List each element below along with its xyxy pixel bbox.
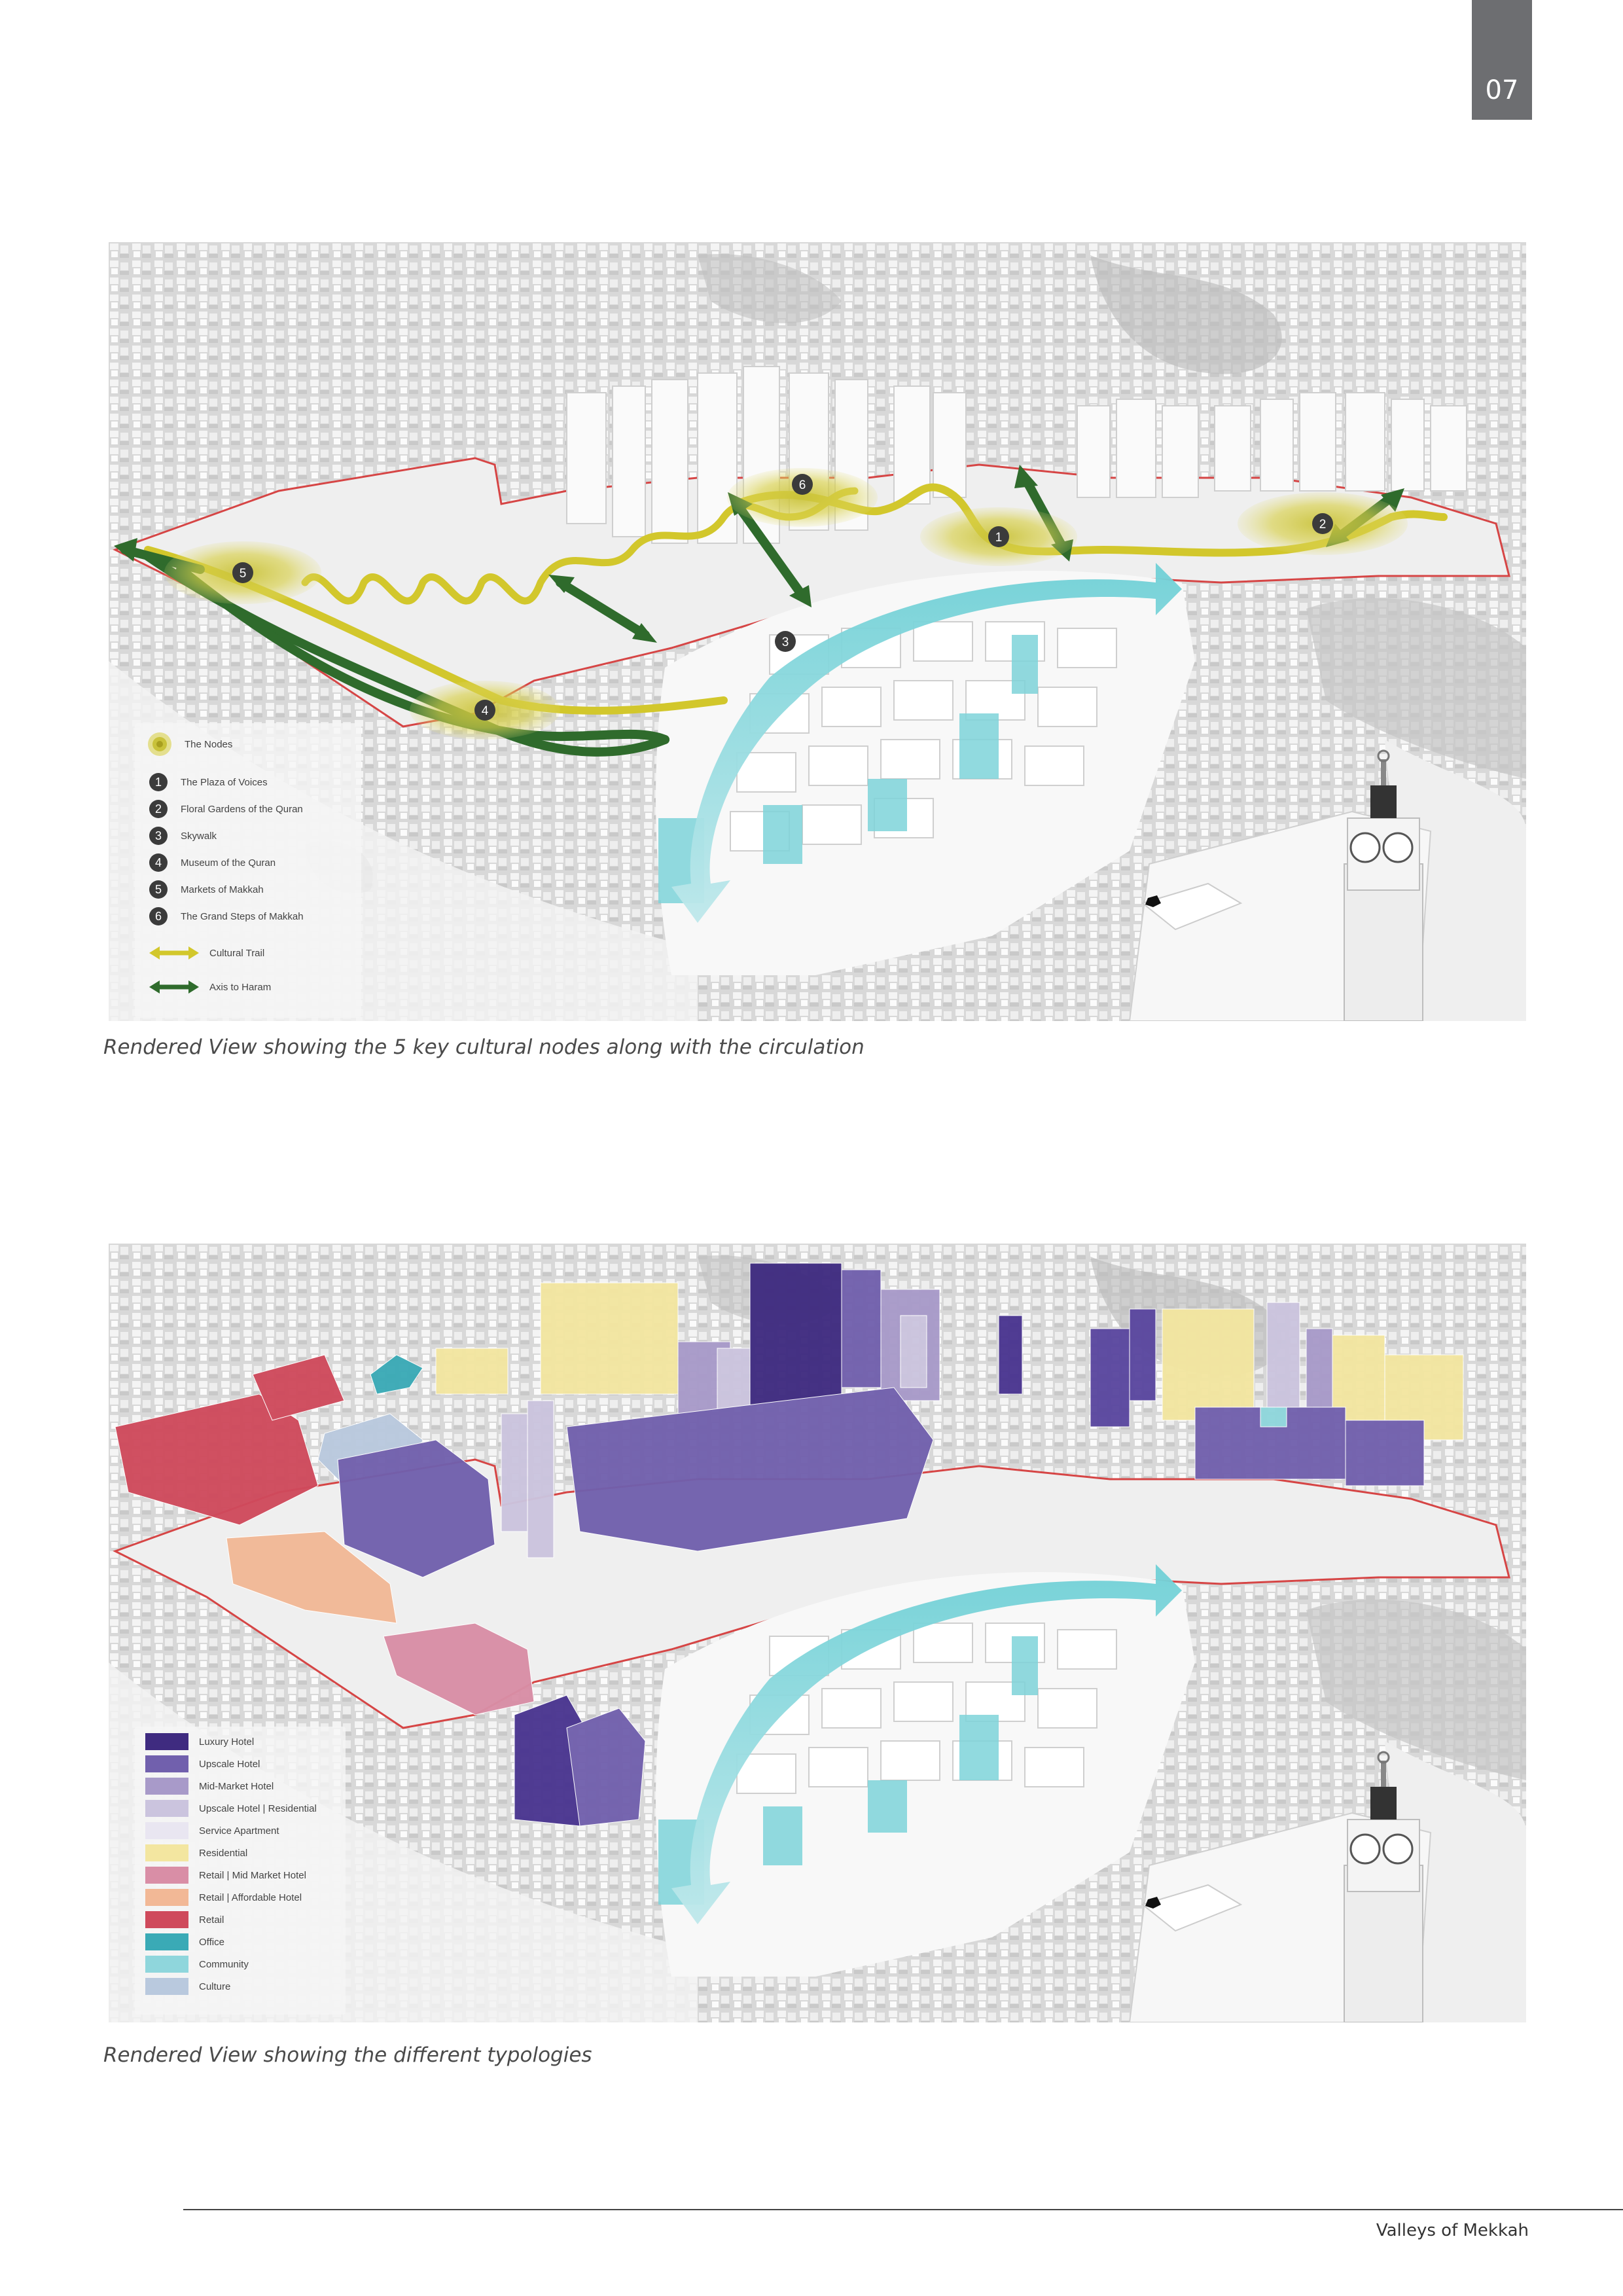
- legend-node-label: The Plaza of Voices: [181, 776, 268, 788]
- footer-rule: [183, 2209, 1623, 2210]
- svg-text:6: 6: [798, 478, 806, 492]
- node-number-badge: 5: [149, 880, 168, 899]
- legend-node-row: [149, 773, 268, 791]
- typology-label: Upscale Hotel | Residential: [199, 1803, 317, 1814]
- typology-swatch: [145, 1956, 188, 1973]
- typology-swatch: [145, 1911, 188, 1928]
- page-number: 07: [1485, 75, 1519, 105]
- legend-trail-row: [148, 943, 264, 963]
- figure2-caption: Rendered View showing the different typologies: [103, 2043, 592, 2067]
- typology-legend-item: [145, 1822, 279, 1839]
- typology-legend-item: [145, 1867, 306, 1884]
- double-arrow-yellow-icon: [148, 943, 200, 963]
- typology-label: Retail: [199, 1914, 224, 1926]
- figure1-caption: Rendered View showing the 5 key cultural nodes along with the circulation: [103, 1035, 865, 1059]
- svg-text:2: 2: [1319, 518, 1327, 531]
- typology-label: Retail | Affordable Hotel: [199, 1892, 302, 1903]
- page-number-tab: [1472, 0, 1532, 120]
- nodes-legend: [135, 723, 361, 1018]
- typology-legend-item: [145, 1889, 302, 1906]
- legend-node-label: Museum of the Quran: [181, 857, 276, 869]
- legend-node-label: Floral Gardens of the Quran: [181, 803, 303, 815]
- node-number-badge: 2: [149, 800, 168, 818]
- svg-text:4: 4: [481, 704, 489, 718]
- typology-label: Community: [199, 1958, 249, 1970]
- typology-swatch: [145, 1978, 188, 1995]
- double-arrow-green-icon: [148, 977, 200, 997]
- typology-legend-item: [145, 1978, 230, 1995]
- typology-label: Service Apartment: [199, 1825, 279, 1837]
- node-marker-5: [232, 562, 253, 583]
- typology-swatch: [145, 1889, 188, 1906]
- typologies-render: [109, 1244, 1526, 2022]
- svg-text:5: 5: [239, 567, 247, 581]
- typology-swatch: [145, 1778, 188, 1795]
- typology-legend-item: [145, 1778, 274, 1795]
- legend-node-row: [149, 880, 264, 899]
- typology-swatch: [145, 1867, 188, 1884]
- typology-legend-item: [145, 1911, 224, 1928]
- legend-node-row: [149, 827, 217, 845]
- node-marker-4: [474, 700, 495, 721]
- legend-trail-label: Cultural Trail: [209, 947, 265, 959]
- node-marker-1: [988, 526, 1009, 547]
- typology-label: Culture: [199, 1981, 231, 1992]
- legend-axis-row: [148, 977, 271, 997]
- legend-node-row: [149, 907, 304, 925]
- typology-legend-item: [145, 1800, 317, 1817]
- typology-legend-item: [145, 1733, 254, 1750]
- node-marker-2: [1312, 513, 1333, 534]
- node-number-badge: 3: [149, 827, 168, 845]
- typology-swatch: [145, 1822, 188, 1839]
- legend-nodes-label: The Nodes: [185, 738, 233, 750]
- typology-swatch: [145, 1755, 188, 1772]
- typology-label: Upscale Hotel: [199, 1758, 260, 1770]
- typologies-legend: [135, 1727, 346, 2015]
- typology-swatch: [145, 1933, 188, 1950]
- legend-axis-label: Axis to Haram: [209, 981, 272, 993]
- legend-node-row: [149, 853, 276, 872]
- typology-legend-item: [145, 1933, 224, 1950]
- typology-label: Luxury Hotel: [199, 1736, 255, 1748]
- typology-legend-item: [145, 1956, 249, 1973]
- node-number-badge: 6: [149, 907, 168, 925]
- node-marker-6: [792, 474, 813, 495]
- node-glow-icon: [147, 731, 173, 757]
- typology-swatch: [145, 1800, 188, 1817]
- node-number-badge: 1: [149, 773, 168, 791]
- node-marker-3: [775, 631, 796, 652]
- typology-label: Retail | Mid Market Hotel: [199, 1869, 306, 1881]
- svg-text:3: 3: [781, 636, 789, 649]
- typology-label: Residential: [199, 1847, 248, 1859]
- typology-legend-item: [145, 1755, 260, 1772]
- legend-nodes-row: [147, 731, 232, 757]
- legend-node-label: Skywalk: [181, 830, 217, 842]
- node-number-badge: 4: [149, 853, 168, 872]
- footer-title: Valleys of Mekkah: [1376, 2221, 1529, 2240]
- typology-label: Mid-Market Hotel: [199, 1780, 274, 1792]
- typology-legend-item: [145, 1844, 247, 1861]
- svg-text:1: 1: [995, 531, 1003, 545]
- legend-node-label: The Grand Steps of Makkah: [181, 910, 304, 922]
- typology-swatch: [145, 1844, 188, 1861]
- typology-swatch: [145, 1733, 188, 1750]
- legend-node-row: [149, 800, 303, 818]
- typology-label: Office: [199, 1936, 224, 1948]
- cultural-nodes-render: [109, 242, 1526, 1021]
- legend-node-label: Markets of Makkah: [181, 884, 264, 895]
